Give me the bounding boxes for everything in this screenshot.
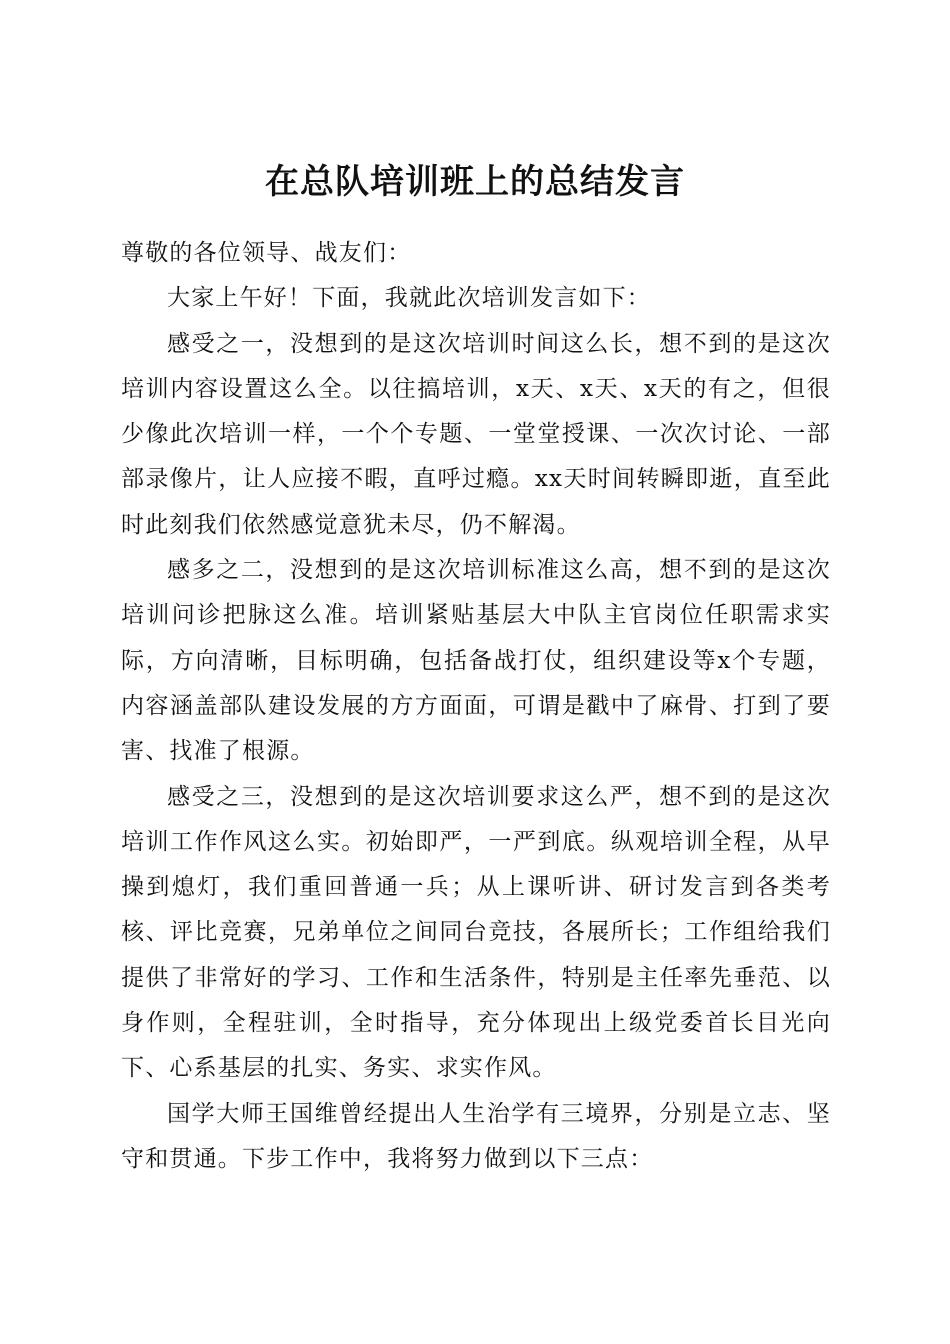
paragraph-next-steps: 国学大师王国维曾经提出人生治学有三境界，分别是立志、坚守和贯通。下步工作中，我将努力做到以下三点： bbox=[121, 1100, 831, 1172]
paragraph-feeling-two: 感多之二，没想到的是这次培训标准这么高，想不到的是这次培训问诊把脉这么准。培训紧贴基层大中队主官岗位任职需求实际，方向清晰，目标明确，包括备战打仗，组织建设等x个专题，内容涵盖部队建设发展的方方面面，可谓是戳中了麻骨、打到了要害、找准了根源。 bbox=[121, 557, 831, 765]
paragraph-greeting: 大家上午好！下面，我就此次培训发言如下： bbox=[167, 285, 651, 312]
salutation: 尊敬的各位领导、战友们： bbox=[121, 240, 412, 266]
document-body bbox=[121, 231, 831, 1182]
document-title: 在总队培训班上的总结发言 bbox=[265, 161, 685, 202]
paragraph-feeling-three: 感受之三，没想到的是这次培训要求这么严，想不到的是这次培训工作作风这么实。初始即严，一严到底。纵观培训全程，从早操到熄灯，我们重回普通一兵；从上课听讲、研讨发言到各类考核、评比竞赛，兄弟单位之间同台竞技，各展所长；工作组给我们提供了非常好的学习、工作和生活条件，特别是主任率先垂范、以身作则，全程驻训，全时指导，充分体现出上级党委首长目光向下、心系基层的扎实、务实、求实作风。 bbox=[121, 783, 831, 1082]
paragraph-feeling-one: 感受之一，没想到的是这次培训时间这么长，想不到的是这次培训内容设置这么全。以往搞培训，x天、x天、x天的有之，但很少像此次培训一样，一个个专题、一堂堂授课、一次次讨论、一部部录像片，让人应接不暇，直呼过瘾。xx天时间转瞬即逝，直至此时此刻我们依然感觉意犹未尽，仍不解渴。 bbox=[121, 330, 831, 538]
